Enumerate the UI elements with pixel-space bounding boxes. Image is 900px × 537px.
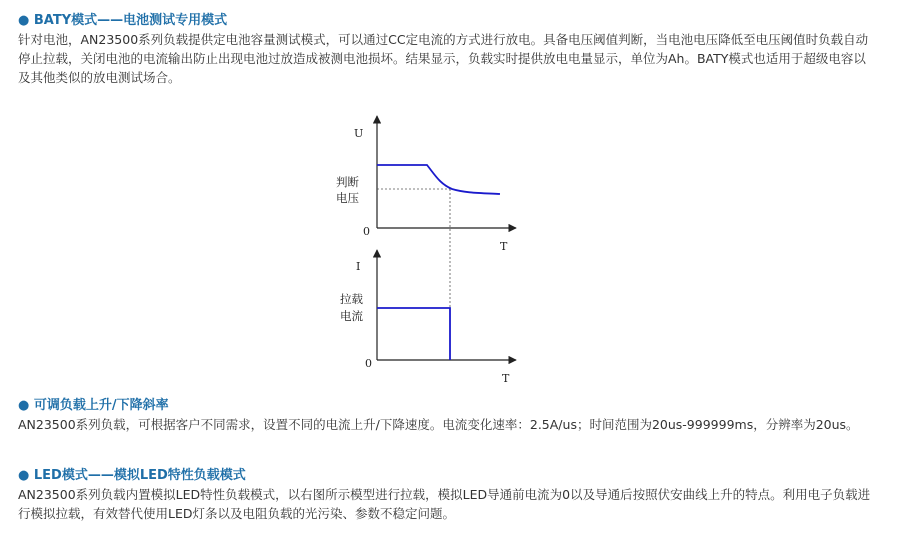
- led-mode-description: AN23500系列负载内置模拟LED特性负载模式，以右图所示模型进行拉载，模拟LED导通前电流为0以及导通后按照伏安曲线上升的特点。利用电子负载进行模拟拉载，有效替代使用LED灯条以及电阻负载的光污染、参数不稳定问题。: [18, 487, 871, 521]
- current-axis-label: I: [356, 260, 361, 273]
- load-current-label-line2: 电流: [340, 309, 363, 323]
- baty-mode-section: [18, 11, 878, 87]
- voltage-axis-label: U: [354, 127, 364, 140]
- threshold-voltage-label-line1: 判断: [336, 175, 359, 189]
- voltage-discharge-curve: [377, 165, 500, 194]
- slew-rate-description: AN23500系列负载，可根据客户不同需求，设置不同的电流上升/下降速度。电流变化速率：2.5A/us；时间范围为20us-999999ms，分辨率为20us。: [18, 417, 859, 432]
- baty-mode-description: 针对电池，AN23500系列负载提供定电池容量测试模式，可以通过CC定电流的方式进行放电。具备电压阈值判断，当电池电压降低至电压阈值时负载自动停止拉载，关闭电池的电流输出防止出现电池过放造成被测电池损坏。结果显示，负载实时提供放电电量显示，单位为Ah。BATY模式也适用于超级电容以及其他类似的放电测试场合。: [18, 32, 869, 85]
- voltage-graph: [336, 116, 516, 360]
- slew-rate-heading: ● 可调负载上升/下降斜率: [18, 398, 169, 413]
- slew-rate-section: [18, 396, 878, 434]
- threshold-voltage-label-line2: 电压: [336, 191, 359, 205]
- battery-discharge-diagram: [330, 112, 530, 384]
- load-current-label-line1: 拉载: [340, 292, 363, 306]
- voltage-time-axis-label: T: [500, 240, 508, 253]
- baty-mode-heading: ● BATY模式——电池测试专用模式: [18, 13, 228, 28]
- current-graph: [340, 250, 516, 384]
- led-mode-section: [18, 466, 878, 523]
- current-origin-label: 0: [365, 357, 372, 370]
- voltage-origin-label: 0: [363, 225, 370, 238]
- current-time-axis-label: T: [502, 372, 510, 384]
- load-current-curve: [377, 308, 450, 360]
- led-mode-heading: ● LED模式——模拟LED特性负载模式: [18, 468, 246, 483]
